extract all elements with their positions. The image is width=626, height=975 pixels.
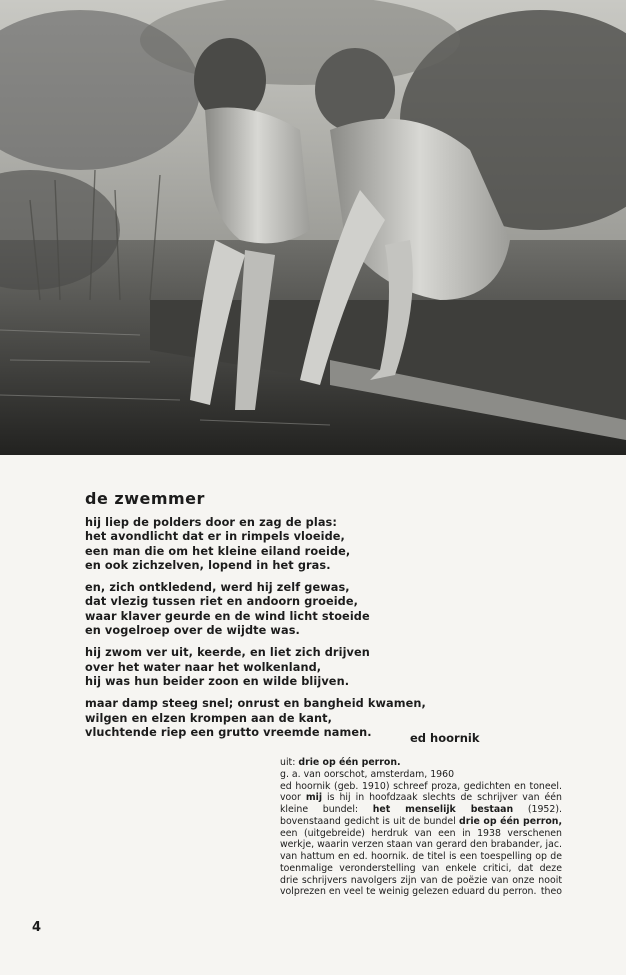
poem-body (85, 516, 426, 748)
note-text: is hij in hoofdzaak slechts de schrijver van één kleine bundel: (280, 792, 562, 815)
page-number: 4 (32, 920, 42, 935)
poem-title: de zwemmer (85, 489, 205, 508)
poem-line: hij was hun beider zoon en wilde blijven. (85, 674, 350, 688)
poem-line: dat vlezig tussen riet en andoorn groeide, (85, 595, 359, 609)
poem-line: en vogelroep over de wijdte was. (85, 624, 300, 638)
editor-note (280, 757, 562, 898)
source-prefix: uit: (280, 757, 299, 768)
source-title: drie op één perron. (298, 757, 401, 768)
stanza-1 (85, 516, 385, 573)
note-book-title: drie op één perron, (458, 815, 563, 827)
poem-line: een man die om het kleine eiland roeide, (85, 544, 351, 558)
note-publisher: g. a. van oorschot, amsterdam, 1960 (280, 768, 455, 780)
stanza-2 (85, 581, 385, 638)
poem-line: wilgen en elzen krompen aan de kant, (85, 711, 333, 725)
note-signature: theo (540, 886, 562, 898)
poem-author: ed hoornik (410, 731, 480, 745)
poem-line: vluchtende riep een grutto vreemde namen. (85, 725, 372, 739)
poem-line: het avondlicht dat er in rimpels vloeide, (85, 530, 345, 544)
stanza-3 (85, 646, 385, 689)
note-text: (1952). bovenstaand gedicht is uit de bundel (280, 804, 562, 827)
note-text: ed hoornik (geb. 1910) schreef proza, gedichten en toneel. voor (280, 780, 562, 804)
stanza-4 (85, 697, 426, 740)
poem-line: en, zich ontkledend, werd hij zelf gewas, (85, 581, 350, 595)
poem-line: over het water naar het wolkenland, (85, 660, 322, 674)
poem-line: maar damp steeg snel; onrust en bangheid kwamen, (85, 697, 426, 711)
note-text: een (uitgebreide) herdruk van een in 1938 verschenen werkje, waarin verzen staan van gerard den brabander, jac. van hattum en ed. hoornik. de titel is een toespelling op de toenmalige veronderstelling van enkele critici, dat deze drie schrijvers navolgers zijn van de poëzie van onze nooit volprezen en veel te weinig gelezen eduard du perron. (280, 827, 562, 898)
poem-line: hij zwom ver uit, keerde, en liet zich drijven (85, 646, 370, 660)
note-book-title: het menselijk bestaan (372, 804, 514, 815)
note-emphasis: mij (305, 792, 323, 804)
poem-line: en ook zichzelven, lopend in het gras. (85, 558, 331, 572)
poem-line: hij liep de polders door en zag de plas: (85, 516, 337, 529)
poem-line: waar klaver geurde en de wind licht stoeide (85, 609, 370, 623)
note-body (280, 781, 562, 899)
photograph (0, 0, 626, 455)
note-source (280, 757, 562, 769)
